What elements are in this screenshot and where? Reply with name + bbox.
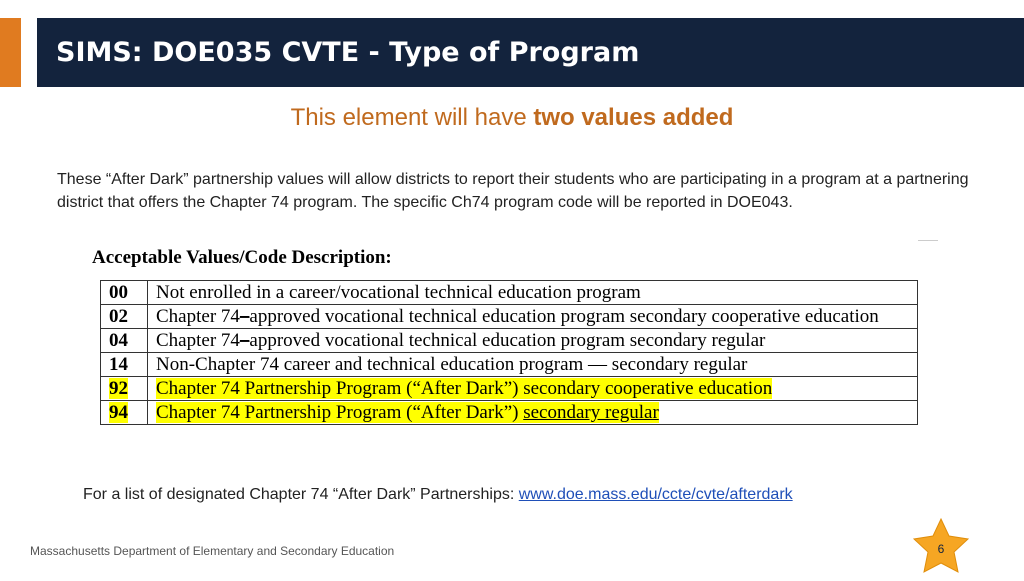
subtitle-prefix: This element will have xyxy=(290,104,534,131)
code-cell xyxy=(101,281,148,305)
code-value: 14 xyxy=(109,354,128,375)
code-description: Chapter 74 Partnership Program (“After Dark”) xyxy=(156,402,524,423)
code-description: Chapter 74 xyxy=(156,330,240,351)
description-cell xyxy=(148,353,918,377)
partnerships-label: For a list of designated Chapter 74 “After Dark” Partnerships: xyxy=(83,486,519,503)
code-description: approved vocational technical education program secondary regular xyxy=(249,330,766,351)
code-value: 04 xyxy=(109,330,128,351)
title-bar xyxy=(37,18,1024,87)
page-number-badge xyxy=(911,518,971,576)
code-cell xyxy=(101,305,148,329)
page-number: 6 xyxy=(937,542,945,556)
code-cell xyxy=(101,377,148,401)
description-cell xyxy=(148,377,918,401)
description-paragraph: These “After Dark” partnership values will allow districts to report their students who are participating in a program at a partnering district that offers the Chapter 74 program. The specific Ch74 program code will be reported in DOE043. xyxy=(57,171,969,211)
code-description: Non-Chapter 74 career and technical education program — secondary regular xyxy=(156,354,748,375)
table-row xyxy=(101,401,918,425)
table-heading: Acceptable Values/Code Description: xyxy=(92,247,392,268)
footer-organization: Massachusetts Department of Elementary and Secondary Education xyxy=(30,544,395,558)
title-accent-bar xyxy=(0,18,21,87)
divider xyxy=(918,240,938,241)
subtitle xyxy=(0,104,1024,132)
struck-dash: – xyxy=(239,330,250,351)
table-row xyxy=(101,329,918,353)
code-description: Chapter 74 xyxy=(156,306,240,327)
code-cell xyxy=(101,353,148,377)
struck-dash: – xyxy=(239,306,250,327)
slide-title: SIMS: DOE035 CVTE - Type of Program xyxy=(56,37,640,68)
code-value: 02 xyxy=(109,306,128,327)
description-cell xyxy=(148,305,918,329)
afterdark-link[interactable]: www.doe.mass.edu/ccte/cvte/afterdark xyxy=(518,486,793,503)
code-table xyxy=(100,280,918,425)
code-value: 94 xyxy=(109,402,128,423)
code-cell xyxy=(101,329,148,353)
code-description: Chapter 74 Partnership Program (“After Dark”) secondary cooperative education xyxy=(156,378,773,399)
subtitle-emphasis: two values added xyxy=(533,104,734,131)
table-row xyxy=(101,353,918,377)
description-cell xyxy=(148,329,918,353)
description-cell xyxy=(148,281,918,305)
code-description: Not enrolled in a career/vocational technical education program xyxy=(156,282,641,303)
code-cell xyxy=(101,401,148,425)
code-value: 92 xyxy=(109,378,128,399)
code-description: approved vocational technical education program secondary cooperative education xyxy=(249,306,879,327)
code-description-underlined: secondary regular xyxy=(523,402,659,423)
table-row xyxy=(101,281,918,305)
partnerships-line xyxy=(83,486,793,504)
description-cell xyxy=(148,401,918,425)
code-value: 00 xyxy=(109,282,128,303)
table-row xyxy=(101,305,918,329)
table-row xyxy=(101,377,918,401)
